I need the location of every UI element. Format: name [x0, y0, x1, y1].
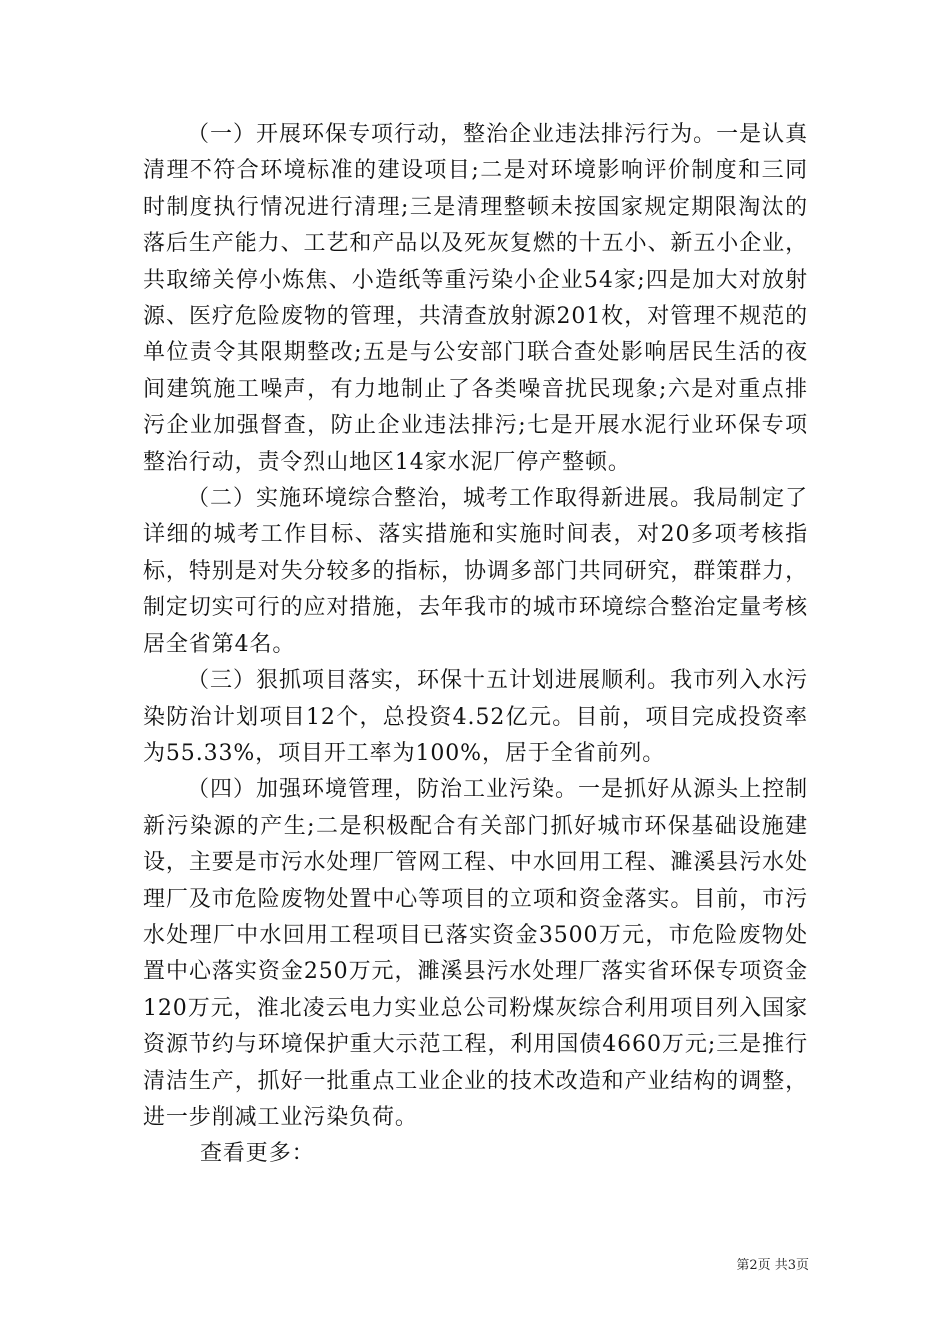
- paragraph-1: （一）开展环保专项行动，整治企业违法排污行为。一是认真清理不符合环境标准的建设项目;二是对环境影响评价制度和三同时制度执行情况进行清理;三是清理整顿未按国家规定期限淘汰的落后生产能力、工艺和产品以及死灰复燃的十五小、新五小企业，共取缔关停小炼焦、小造纸等重污染小企业54家;四是加大对放射源、医疗危险废物的管理，共清查放射源201枚，对管理不规范的单位责令其限期整改;五是与公安部门联合查处影响居民生活的夜间建筑施工噪声，有力地制止了各类噪音扰民现象;六是对重点排污企业加强督查，防止企业违法排污;七是开展水泥行业环保专项整治行动，责令烈山地区14家水泥厂停产整顿。: [143, 122, 808, 475]
- page-number-footer: 第2页 共3页: [736, 1258, 809, 1273]
- paragraph-3: （三）狠抓项目落实，环保十五计划进展顺利。我市列入水污染防治计划项目12个，总投资4.52亿元。目前，项目完成投资率为55.33%，项目开工率为100%，居于全省前列。: [143, 668, 808, 766]
- document-body: [143, 117, 808, 1173]
- paragraph-2: （二）实施环境综合整治，城考工作取得新进展。我局制定了详细的城考工作目标、落实措施和实施时间表，对20多项考核指标，特别是对失分较多的指标，协调多部门共同研究，群策群力，制定切实可行的应对措施，去年我市的城市环境综合整治定量考核居全省第4名。: [143, 486, 808, 657]
- see-more-link[interactable]: 查看更多：: [200, 1141, 315, 1167]
- paragraph-4: （四）加强环境管理，防治工业污染。一是抓好从源头上控制新污染源的产生;二是积极配合有关部门抓好城市环保基础设施建设，主要是市污水处理厂管网工程、中水回用工程、濉溪县污水处理厂及市危险废物处置中心等项目的立项和资金落实。目前，市污水处理厂中水回用工程项目已落实资金3500万元，市危险废物处置中心落实资金250万元，濉溪县污水处理厂落实省环保专项资金120万元，淮北凌云电力实业总公司粉煤灰综合利用项目列入国家资源节约与环境保护重大示范工程，利用国债4660万元;三是推行清洁生产，抓好一批重点工业企业的技术改造和产业结构的调整，进一步削减工业污染负荷。: [143, 777, 808, 1130]
